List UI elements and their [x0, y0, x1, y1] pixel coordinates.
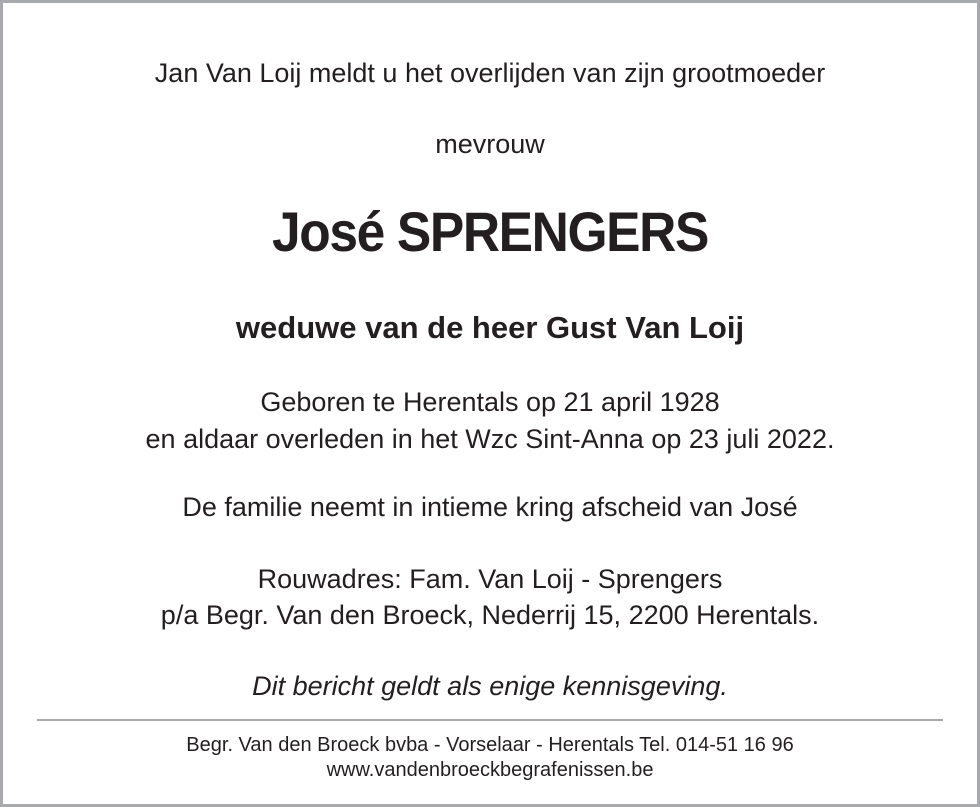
death-text: en aldaar overleden in het Wzc Sint-Anna op 23 juli 2022. — [145, 424, 835, 454]
deceased-name: José SPRENGERS — [272, 200, 708, 263]
intro-text: Jan Van Loij meldt u het overlijden van zijn grootmoeder — [154, 58, 826, 88]
closing-note: Dit bericht geldt als enige kennisgeving. — [252, 671, 728, 701]
funeral-home-info: Begr. Van den Broeck bvba - Vorselaar - Herentals Tel. 014-51 16 96 — [186, 734, 794, 756]
relation-text: weduwe van de heer Gust Van Loij — [235, 310, 745, 345]
birth-text: Geboren te Herentals op 21 april 1928 — [260, 387, 720, 417]
salutation: mevrouw — [435, 129, 545, 159]
mourning-address-line1: Rouwadres: Fam. Van Loij - Sprengers — [257, 564, 723, 594]
mourning-address-line2: p/a Begr. Van den Broeck, Nederrij 15, 2200 Herentals. — [160, 600, 820, 630]
footer-divider — [37, 719, 943, 721]
farewell-text: De familie neemt in intieme kring afscheid van José — [182, 492, 798, 522]
funeral-home-website: www.vandenbroeckbegrafenissen.be — [326, 759, 654, 781]
